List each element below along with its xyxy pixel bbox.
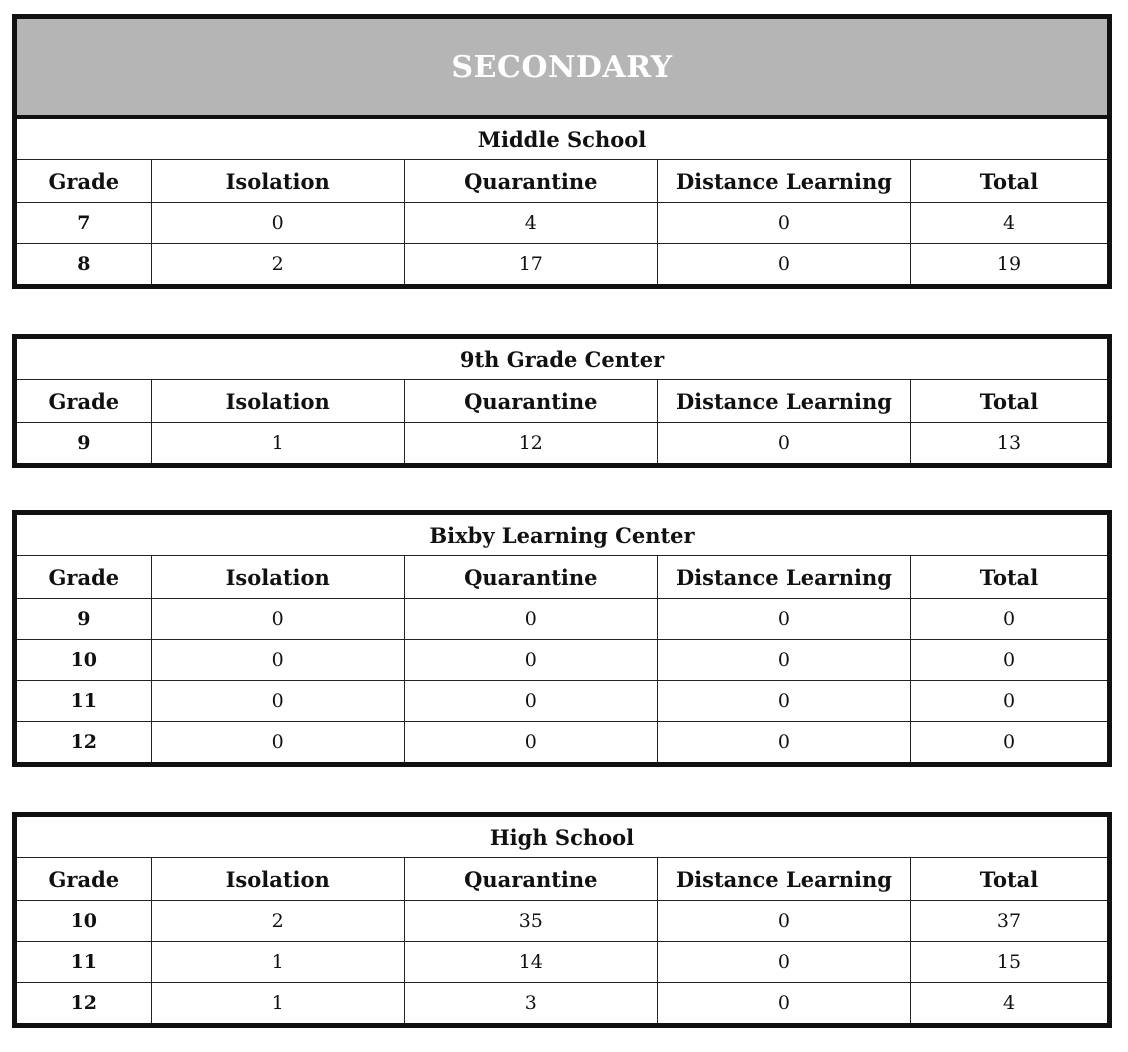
cell-distance-learning: 0 xyxy=(657,640,910,681)
section-title: Middle School xyxy=(15,117,1110,160)
header-row xyxy=(15,160,1110,203)
cell-grade: 10 xyxy=(15,901,152,942)
header-grade: Grade xyxy=(15,858,152,901)
header-isolation: Isolation xyxy=(151,858,404,901)
section-title: 9th Grade Center xyxy=(15,337,1110,380)
table-row xyxy=(15,983,1110,1026)
header-distance-learning: Distance Learning xyxy=(657,556,910,599)
cell-quarantine: 12 xyxy=(404,423,657,466)
cell-total: 4 xyxy=(911,983,1110,1026)
secondary-banner: SECONDARY xyxy=(15,17,1110,118)
cell-isolation: 0 xyxy=(151,681,404,722)
ninth-grade-center-table xyxy=(12,334,1112,468)
cell-grade: 8 xyxy=(15,244,152,287)
header-quarantine: Quarantine xyxy=(404,380,657,423)
cell-quarantine: 0 xyxy=(404,599,657,640)
header-row xyxy=(15,858,1110,901)
cell-total: 0 xyxy=(911,722,1110,765)
header-distance-learning: Distance Learning xyxy=(657,858,910,901)
table-row xyxy=(15,599,1110,640)
cell-total: 13 xyxy=(911,423,1110,466)
header-isolation: Isolation xyxy=(151,556,404,599)
header-total: Total xyxy=(911,380,1110,423)
header-quarantine: Quarantine xyxy=(404,858,657,901)
header-distance-learning: Distance Learning xyxy=(657,380,910,423)
header-quarantine: Quarantine xyxy=(404,556,657,599)
cell-total: 37 xyxy=(911,901,1110,942)
table-row xyxy=(15,901,1110,942)
header-total: Total xyxy=(911,556,1110,599)
high-school-table xyxy=(12,812,1112,1028)
cell-isolation: 0 xyxy=(151,599,404,640)
cell-isolation: 1 xyxy=(151,983,404,1026)
cell-quarantine: 0 xyxy=(404,722,657,765)
cell-distance-learning: 0 xyxy=(657,599,910,640)
cell-grade: 9 xyxy=(15,599,152,640)
cell-total: 0 xyxy=(911,681,1110,722)
table-row xyxy=(15,640,1110,681)
cell-isolation: 0 xyxy=(151,203,404,244)
header-row xyxy=(15,556,1110,599)
section-title: Bixby Learning Center xyxy=(15,513,1110,556)
cell-total: 0 xyxy=(911,599,1110,640)
cell-quarantine: 17 xyxy=(404,244,657,287)
cell-grade: 12 xyxy=(15,983,152,1026)
cell-grade: 11 xyxy=(15,942,152,983)
header-grade: Grade xyxy=(15,380,152,423)
header-total: Total xyxy=(911,160,1110,203)
table-row xyxy=(15,681,1110,722)
cell-total: 0 xyxy=(911,640,1110,681)
cell-distance-learning: 0 xyxy=(657,244,910,287)
cell-distance-learning: 0 xyxy=(657,203,910,244)
cell-total: 19 xyxy=(911,244,1110,287)
header-row xyxy=(15,380,1110,423)
cell-grade: 7 xyxy=(15,203,152,244)
cell-isolation: 2 xyxy=(151,244,404,287)
header-isolation: Isolation xyxy=(151,380,404,423)
cell-distance-learning: 0 xyxy=(657,983,910,1026)
header-quarantine: Quarantine xyxy=(404,160,657,203)
header-distance-learning: Distance Learning xyxy=(657,160,910,203)
table-row xyxy=(15,203,1110,244)
cell-isolation: 2 xyxy=(151,901,404,942)
table-row xyxy=(15,423,1110,466)
cell-isolation: 0 xyxy=(151,640,404,681)
header-grade: Grade xyxy=(15,160,152,203)
cell-distance-learning: 0 xyxy=(657,722,910,765)
table-row xyxy=(15,942,1110,983)
cell-quarantine: 0 xyxy=(404,681,657,722)
header-grade: Grade xyxy=(15,556,152,599)
cell-grade: 11 xyxy=(15,681,152,722)
cell-quarantine: 0 xyxy=(404,640,657,681)
cell-isolation: 1 xyxy=(151,942,404,983)
cell-distance-learning: 0 xyxy=(657,681,910,722)
header-total: Total xyxy=(911,858,1110,901)
cell-total: 4 xyxy=(911,203,1110,244)
bixby-learning-center-table xyxy=(12,510,1112,767)
cell-isolation: 0 xyxy=(151,722,404,765)
cell-grade: 12 xyxy=(15,722,152,765)
cell-distance-learning: 0 xyxy=(657,423,910,466)
cell-quarantine: 3 xyxy=(404,983,657,1026)
cell-quarantine: 4 xyxy=(404,203,657,244)
section-title: High School xyxy=(15,815,1110,858)
table-row xyxy=(15,244,1110,287)
cell-quarantine: 14 xyxy=(404,942,657,983)
cell-grade: 9 xyxy=(15,423,152,466)
header-isolation: Isolation xyxy=(151,160,404,203)
cell-quarantine: 35 xyxy=(404,901,657,942)
cell-total: 15 xyxy=(911,942,1110,983)
cell-distance-learning: 0 xyxy=(657,942,910,983)
table-row xyxy=(15,722,1110,765)
middle-school-table xyxy=(12,14,1112,289)
cell-distance-learning: 0 xyxy=(657,901,910,942)
cell-isolation: 1 xyxy=(151,423,404,466)
cell-grade: 10 xyxy=(15,640,152,681)
